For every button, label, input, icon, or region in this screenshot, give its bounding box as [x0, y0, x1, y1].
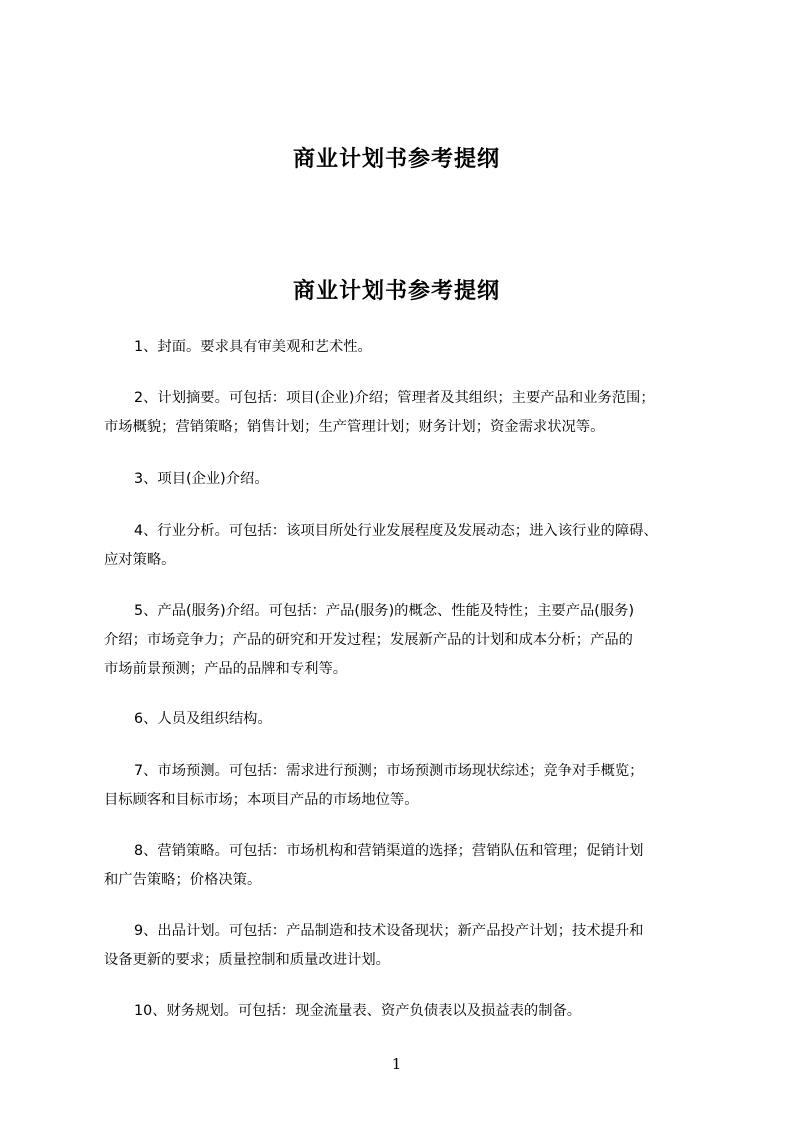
outline-item-marketing-strategy [104, 837, 722, 895]
outline-item-industry-analysis [104, 517, 722, 575]
paragraph-line: 5、产品(服务)介绍。可包括：产品(服务)的概念、性能及特性；主要产品(服务) [134, 603, 635, 619]
outline-item-project-intro [104, 465, 722, 494]
paragraph-line: 市场概貌；营销策略；销售计划；生产管理计划；财务计划；资金需求状况等。 [104, 419, 605, 435]
document-title-top: 商业计划书参考提纲 [292, 147, 500, 172]
paragraph-line: 介绍；市场竞争力；产品的研究和开发过程；发展新产品的计划和成本分析；产品的 [104, 632, 633, 648]
outline-item-product-intro [104, 597, 722, 684]
paragraph-line: 1、封面。要求具有审美观和艺术性。 [134, 339, 372, 355]
outline-item-organization [104, 705, 722, 734]
paragraph-line: 4、行业分析。可包括：该项目所处行业发展程度及发展动态；进入该行业的障碍、 [134, 523, 658, 539]
paragraph-line: 市场前景预测；产品的品牌和专利等。 [104, 661, 348, 677]
paragraph-line: 目标顾客和目标市场；本项目产品的市场地位等。 [104, 792, 419, 808]
outline-item-cover [104, 333, 722, 362]
paragraph-line: 和广告策略；价格决策。 [104, 872, 262, 888]
paragraph-line: 9、出品计划。可包括：产品制造和技术设备现状；新产品投产计划；技术提升和 [134, 923, 644, 939]
paragraph-line: 8、营销策略。可包括：市场机构和营销渠道的选择；营销队伍和管理；促销计划 [134, 843, 644, 859]
paragraph-line: 7、市场预测。可包括：需求进行预测；市场预测市场现状综述；竞争对手概览； [134, 763, 644, 779]
paragraph-line: 6、人员及组织结构。 [134, 711, 272, 727]
outline-item-financial-plan [104, 997, 722, 1026]
outline-item-summary [104, 384, 722, 442]
paragraph-line: 2、计划摘要。可包括：项目(企业)介绍；管理者及其组织；主要产品和业务范围； [134, 390, 655, 406]
page-number: 1 [391, 1055, 402, 1073]
outline-item-market-forecast [104, 757, 722, 815]
outline-item-production-plan [104, 917, 722, 975]
paragraph-line: 10、财务规划。可包括：现金流量表、资产负债表以及损益表的制备。 [134, 1003, 582, 1019]
paragraph-line: 3、项目(企业)介绍。 [134, 471, 269, 487]
document-title-main: 商业计划书参考提纲 [292, 279, 500, 304]
paragraph-line: 应对策略。 [104, 552, 176, 568]
paragraph-line: 设备更新的要求；质量控制和质量改进计划。 [104, 952, 390, 968]
